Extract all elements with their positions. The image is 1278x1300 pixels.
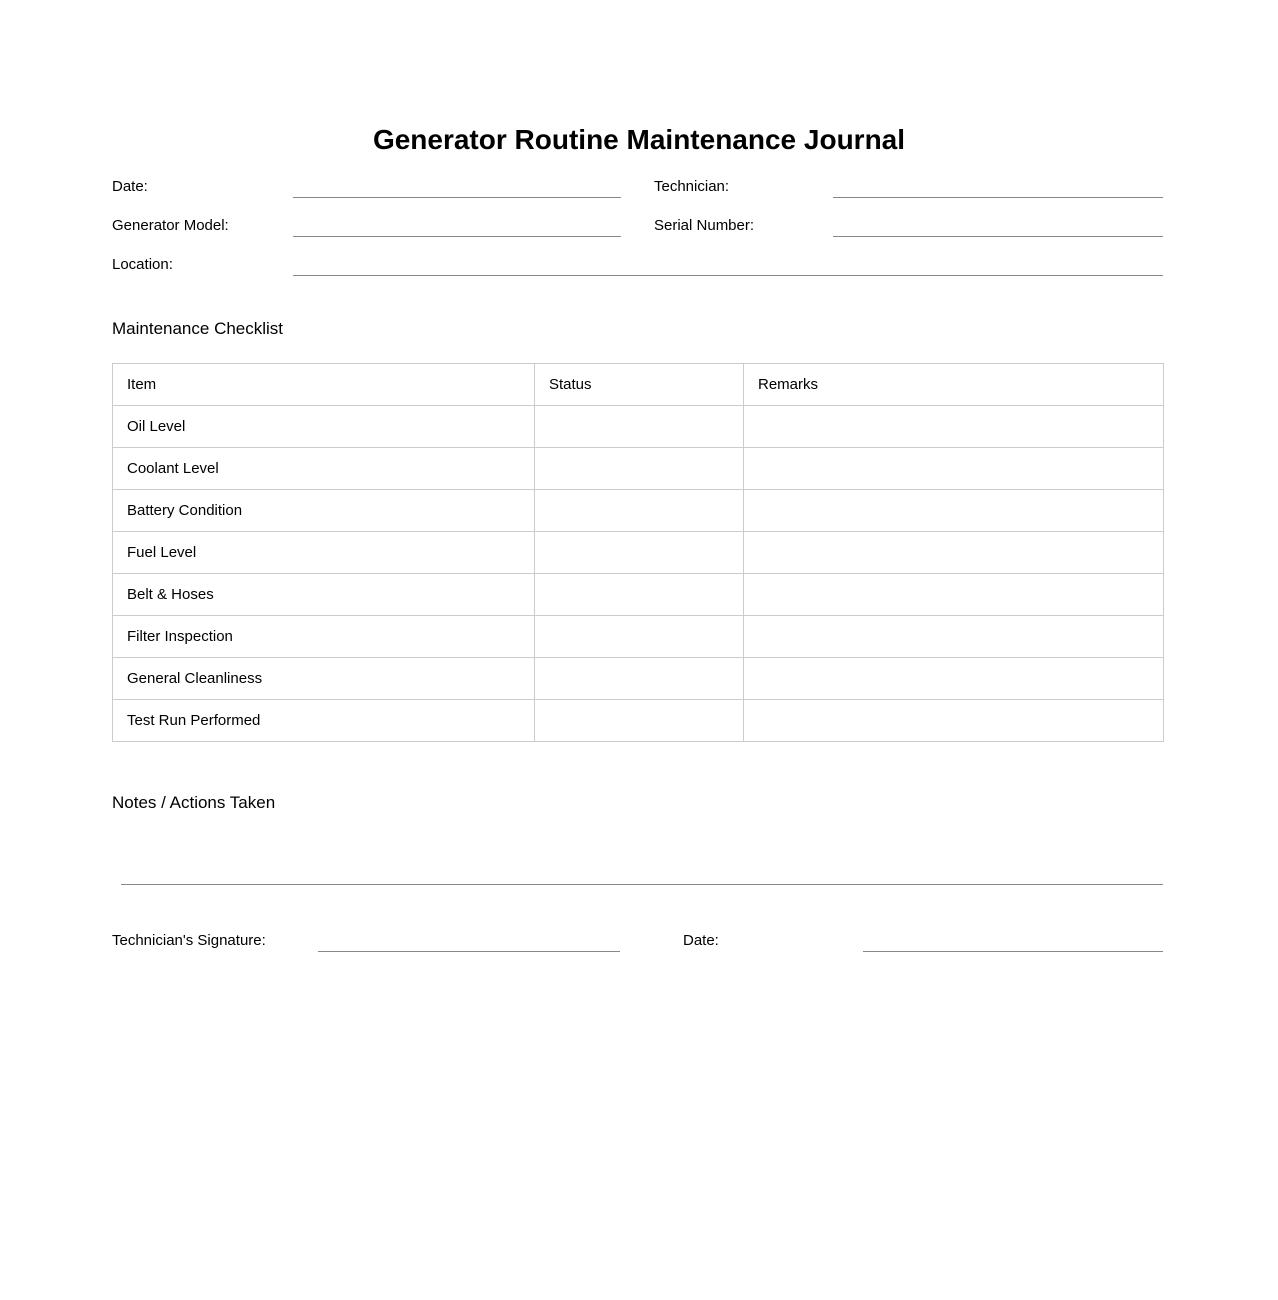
table-row — [113, 532, 1164, 574]
maintenance-checklist-table — [112, 363, 1164, 742]
generator-model-field[interactable] — [112, 207, 621, 237]
date-field[interactable] — [112, 168, 621, 198]
checklist-item-label: Oil Level — [113, 406, 535, 448]
location-label: Location: — [112, 256, 173, 273]
checklist-heading: Maintenance Checklist — [112, 319, 284, 338]
table-row — [113, 616, 1164, 658]
checklist-remarks-cell[interactable] — [744, 532, 1164, 574]
serial-number-field[interactable] — [654, 207, 1163, 237]
date-input[interactable] — [293, 175, 621, 198]
column-header-status: Status — [535, 364, 744, 406]
checklist-item-label: Fuel Level — [113, 532, 535, 574]
technician-label: Technician: — [654, 178, 730, 195]
table-row — [113, 700, 1164, 742]
header-field-row-3 — [112, 246, 1163, 285]
table-row — [113, 490, 1164, 532]
checklist-item-label: General Cleanliness — [113, 658, 535, 700]
checklist-status-cell[interactable] — [535, 574, 744, 616]
checklist-remarks-cell[interactable] — [744, 616, 1164, 658]
notes-heading: Notes / Actions Taken — [112, 793, 276, 812]
generator-model-label: Generator Model: — [112, 217, 229, 234]
location-input[interactable] — [293, 253, 1163, 276]
page-title: Generator Routine Maintenance Journal — [372, 123, 906, 155]
technician-signature-label: Technician's Signature: — [112, 932, 266, 949]
checklist-remarks-cell[interactable] — [744, 700, 1164, 742]
checklist-status-cell[interactable] — [535, 700, 744, 742]
table-header-row — [113, 364, 1164, 406]
serial-number-input[interactable] — [833, 214, 1163, 237]
checklist-item-label: Battery Condition — [113, 490, 535, 532]
checklist-status-cell[interactable] — [535, 490, 744, 532]
column-header-remarks: Remarks — [744, 364, 1164, 406]
serial-number-label: Serial Number: — [654, 217, 755, 234]
checklist-remarks-cell[interactable] — [744, 574, 1164, 616]
checklist-status-cell[interactable] — [535, 448, 744, 490]
checklist-status-cell[interactable] — [535, 658, 744, 700]
table-row — [113, 574, 1164, 616]
checklist-status-cell[interactable] — [535, 616, 744, 658]
technician-field[interactable] — [654, 168, 1163, 198]
checklist-status-cell[interactable] — [535, 406, 744, 448]
checklist-item-label: Filter Inspection — [113, 616, 535, 658]
checklist-remarks-cell[interactable] — [744, 406, 1164, 448]
checklist-remarks-cell[interactable] — [744, 448, 1164, 490]
technician-signature-field[interactable] — [112, 922, 620, 952]
signature-date-field[interactable] — [683, 922, 1163, 952]
header-fields-block — [112, 168, 1163, 285]
table-row — [113, 406, 1164, 448]
technician-input[interactable] — [833, 175, 1163, 198]
checklist-item-label: Test Run Performed — [113, 700, 535, 742]
table-row — [113, 448, 1164, 490]
header-field-row-2 — [112, 207, 1163, 246]
checklist-item-label: Belt & Hoses — [113, 574, 535, 616]
generator-model-input[interactable] — [293, 214, 621, 237]
notes-input[interactable] — [121, 884, 1163, 885]
column-header-item: Item — [113, 364, 535, 406]
location-field[interactable] — [112, 246, 1163, 276]
technician-signature-input[interactable] — [318, 929, 620, 952]
checklist-item-label: Coolant Level — [113, 448, 535, 490]
checklist-remarks-cell[interactable] — [744, 658, 1164, 700]
checklist-status-cell[interactable] — [535, 532, 744, 574]
table-row — [113, 658, 1164, 700]
signature-date-label: Date: — [683, 932, 719, 949]
date-label: Date: — [112, 178, 148, 195]
header-field-row-1 — [112, 168, 1163, 207]
checklist-remarks-cell[interactable] — [744, 490, 1164, 532]
signature-date-input[interactable] — [863, 929, 1163, 952]
signature-block — [112, 922, 1163, 954]
